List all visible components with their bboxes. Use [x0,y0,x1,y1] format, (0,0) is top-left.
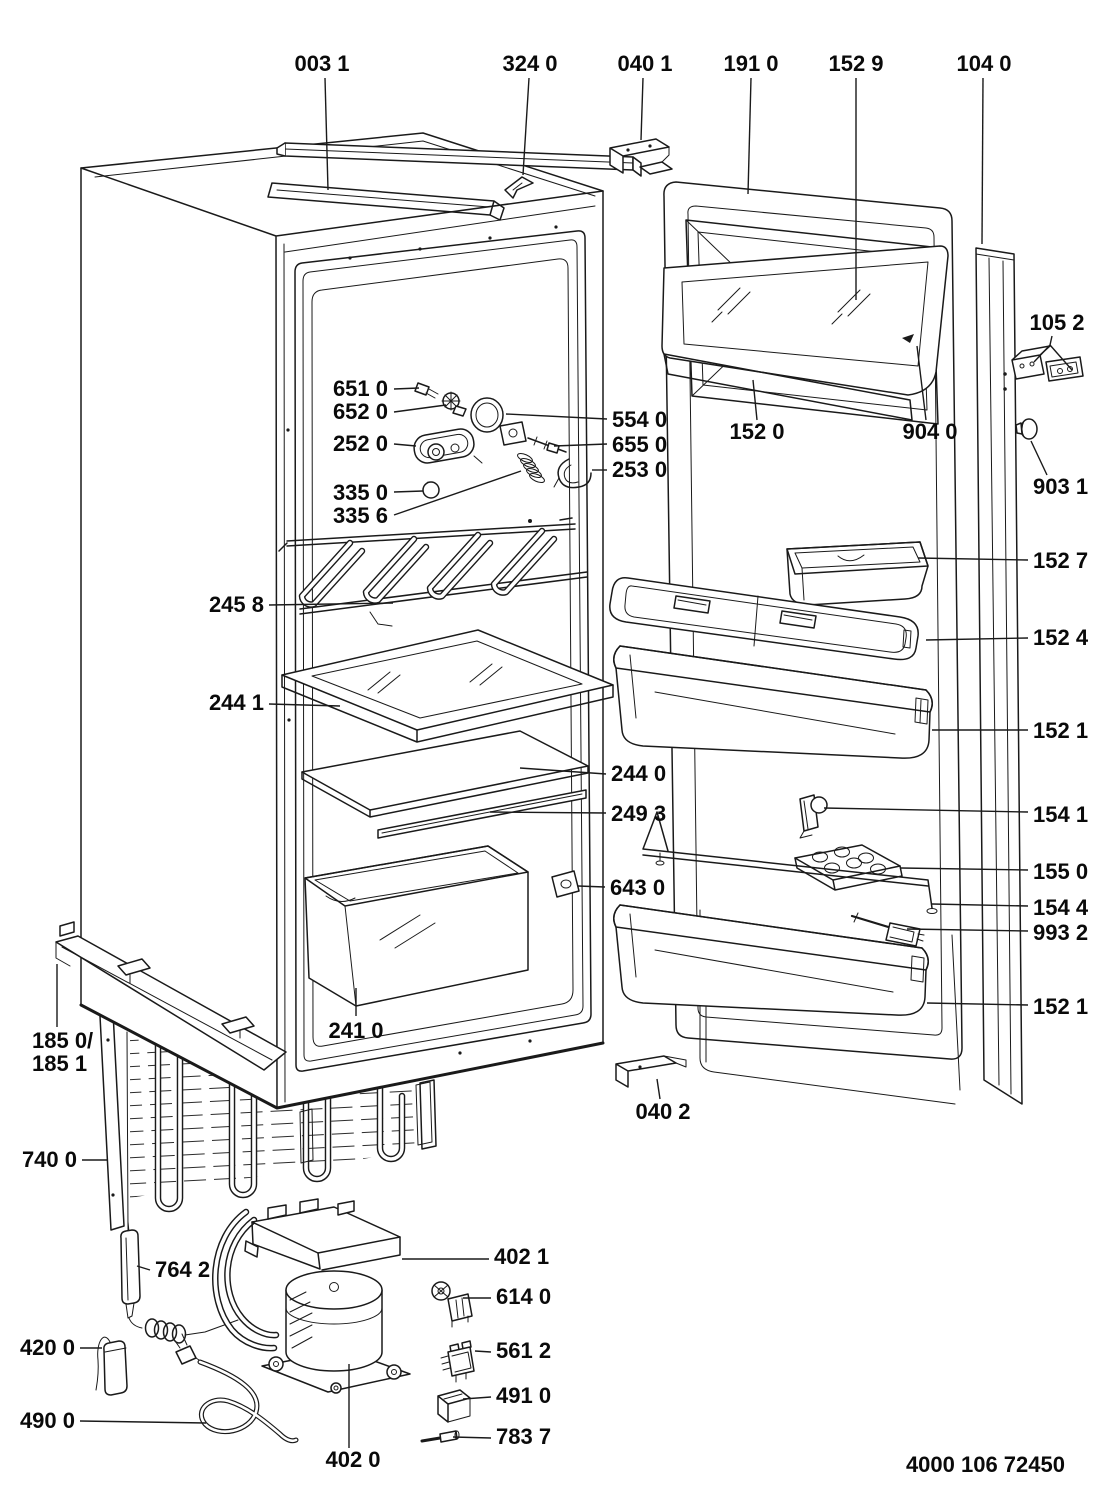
power-cord-490-0 [173,1334,296,1441]
part-label-152-4: 152 4 [1033,625,1089,650]
part-label-003-1: 003 1 [294,51,350,76]
part-label-152-1-lower: 152 1 [1033,994,1089,1019]
part-label-651-0: 651 0 [332,376,388,401]
part-label-903-1: 903 1 [1033,474,1089,499]
part-label-655-0: 655 0 [612,432,668,457]
compressor-mount-402-1 [245,1199,400,1270]
part-label-491-0: 491 0 [496,1383,552,1408]
part-label-152-7: 152 7 [1033,548,1089,573]
part-label-244-0: 244 0 [611,761,667,786]
leader-line-191-0 [748,78,751,194]
part-label-614-0: 614 0 [496,1284,552,1309]
compressor-tubes [215,1212,276,1348]
leader-line-040-2 [657,1079,660,1099]
relay-614-0 [432,1282,472,1327]
part-label-040-1: 040 1 [617,51,673,76]
part-label-105-2: 105 2 [1029,310,1085,335]
bracket-040-2 [616,1056,686,1087]
cabinet [81,133,603,1163]
leader-line-643-0 [578,886,605,887]
part-label-420-0: 420 0 [19,1335,75,1360]
part-label-155-0: 155 0 [1033,859,1089,884]
part-label-490-0: 490 0 [19,1408,75,1433]
part-label-643-0: 643 0 [610,875,666,900]
part-label-185-1: 185 1 [32,1051,88,1076]
part-label-152-0: 152 0 [729,419,785,444]
leader-line-335-0 [394,491,423,492]
part-label-154-4: 154 4 [1033,895,1089,920]
overload-561-2 [441,1341,474,1382]
part-label-764-2: 764 2 [155,1257,211,1282]
part-label-154-1: 154 1 [1033,802,1089,827]
part-label-554-0: 554 0 [612,407,668,432]
leader-line-490-0 [80,1421,206,1423]
part-label-904-0: 904 0 [902,419,958,444]
part-label-993-2: 993 2 [1033,920,1089,945]
part-label-652-0: 652 0 [332,399,388,424]
part-label-561-2: 561 2 [496,1338,552,1363]
leader-line-104-0 [982,78,983,244]
compressor-402-0 [262,1271,410,1393]
part-label-335-0: 335 0 [332,480,388,505]
bulb-335-0 [423,482,439,498]
part-label-249-3: 249 3 [611,801,667,826]
leader-line-651-0 [394,388,419,389]
part-label-324-0: 324 0 [502,51,558,76]
part-label-402-1: 402 1 [494,1244,550,1269]
part-label-402-0: 402 0 [325,1447,381,1472]
part-label-783-7: 783 7 [496,1424,552,1449]
part-label-152-1-upper: 152 1 [1033,718,1089,743]
part-label-253-0: 253 0 [612,457,668,482]
capacitor-420-0 [96,1337,127,1395]
leader-line-903-1 [1031,441,1047,475]
part-label-245-8: 245 8 [208,592,264,617]
door-box-152-7 [787,542,928,605]
part-label-252-0: 252 0 [332,431,388,456]
document-number: 4000 106 72450 [905,1452,1065,1477]
part-label-335-6: 335 6 [332,503,388,528]
part-label-241-0: 241 0 [328,1018,384,1043]
cover-491-0 [438,1390,470,1422]
leader-line-783-7 [453,1437,491,1438]
leader-line-249-3 [490,812,606,813]
leader-line-561-2 [475,1351,491,1352]
part-label-104-0: 104 0 [956,51,1012,76]
leader-line-040-1 [641,78,643,140]
part-label-740-0: 740 0 [21,1147,77,1172]
part-label-244-1: 244 1 [208,690,264,715]
part-label-152-9: 152 9 [828,51,884,76]
part-label-191-0: 191 0 [723,51,779,76]
part-label-185-0: 185 0/ [32,1028,94,1053]
knob-903-1 [1016,419,1037,439]
part-label-040-2: 040 2 [635,1099,691,1124]
